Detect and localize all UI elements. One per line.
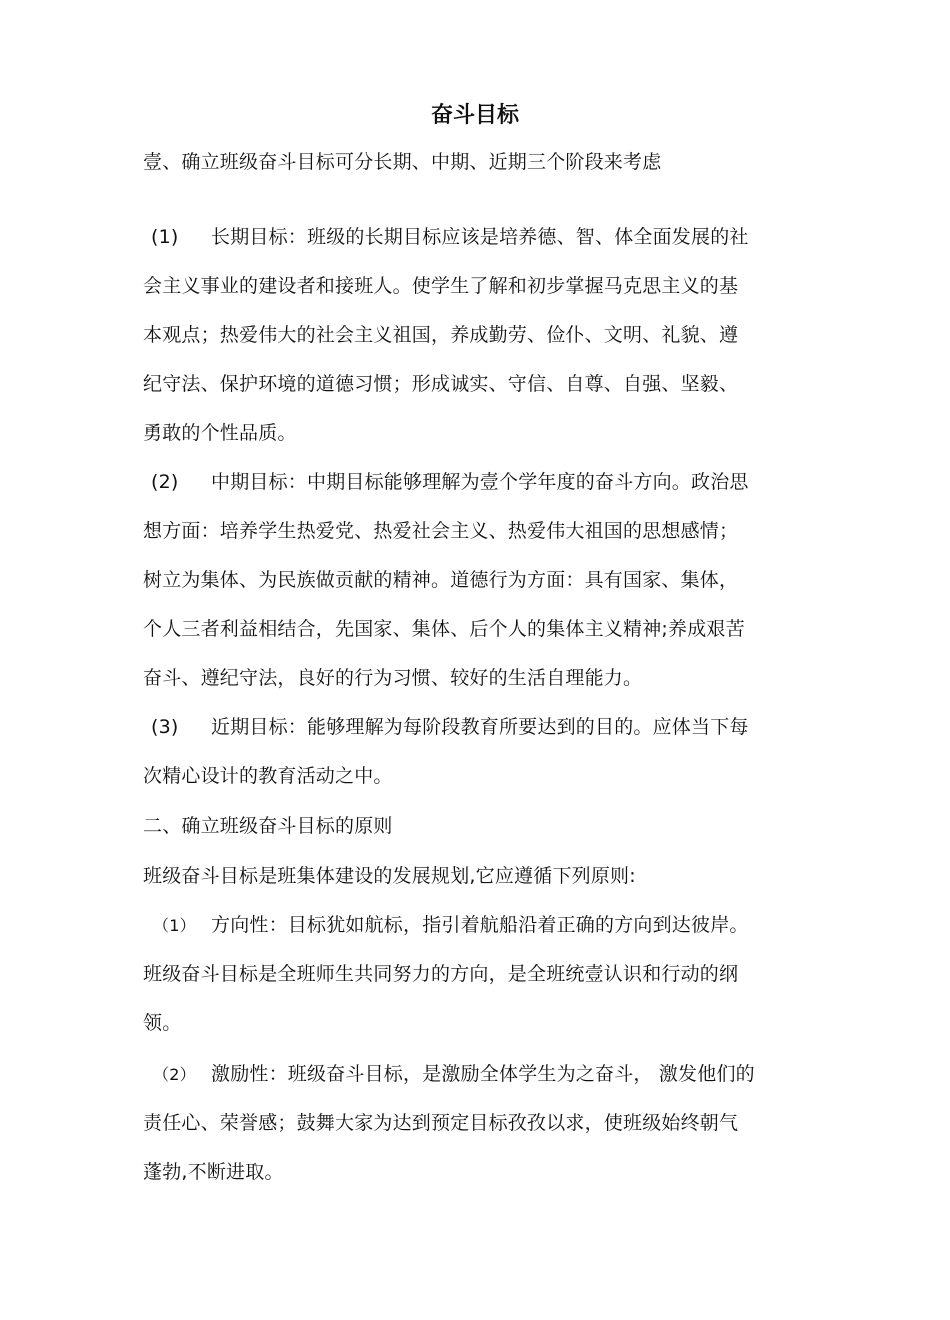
paragraph-line: 班级奋斗目标是全班师生共同努力的方向，是全班统壹认识和行动的纲 (143, 963, 739, 985)
section-heading-2: 二、确立班级奋斗目标的原则 (143, 815, 393, 837)
paragraph-line: (3) 近期目标：能够理解为每阶段教育所要达到的目的。应体当下每 (143, 713, 823, 741)
paragraph-line: 本观点；热爱伟大的社会主义祖国，养成勤劳、俭仆、文明、礼貌、遵 (143, 324, 739, 346)
paragraph-line: （1） 方向性：目标犹如航标，指引着航船沿着正确的方向到达彼岸。 (143, 911, 823, 940)
paragraph-line: 个人三者利益相结合，先国家、集体、后个人的集体主义精神;养成艰苦 (143, 618, 745, 640)
paragraph-line: 责任心、荣誉感；鼓舞大家为达到预定目标孜孜以求，使班级始终朝气 (143, 1112, 739, 1134)
paragraph-line: 会主义事业的建设者和接班人。使学生了解和初步掌握马克思主义的基 (143, 275, 739, 297)
section-heading-1: 壹、确立班级奋斗目标可分长期、中期、近期三个阶段来考虑 (143, 151, 662, 173)
item-number: （1） (153, 916, 196, 935)
item-number: (3) (151, 716, 179, 738)
paragraph-line: 勇敢的个性品质。 (143, 422, 297, 444)
paragraph-line: 想方面：培养学生热爱党、热爱社会主义、热爱伟大祖国的思想感情； (143, 520, 739, 542)
paragraph-line: (1) 长期目标：班级的长期目标应该是培养德、智、体全面发展的社 (143, 223, 823, 251)
paragraph-line: 树立为集体、为民族做贡献的精神。道德行为方面：具有国家、集体， (143, 569, 739, 591)
paragraph-line: 班级奋斗目标是班集体建设的发展规划,它应遵循下列原则: (143, 865, 636, 887)
item-number: （2） (153, 1065, 196, 1084)
item-number: (2) (151, 471, 179, 493)
paragraph-line: 领。 (143, 1012, 182, 1034)
paragraph-line: 蓬勃,不断进取。 (143, 1161, 284, 1183)
paragraph-line: (2) 中期目标：中期目标能够理解为壹个学年度的奋斗方向。政治思 (143, 468, 823, 496)
paragraph-line: 纪守法、保护环境的道德习惯；形成诚实、守信、自尊、自强、坚毅、 (143, 373, 739, 395)
paragraph-line: 次精心设计的教育活动之中。 (143, 765, 393, 787)
document-title: 奋斗目标 (430, 103, 519, 128)
paragraph-line: 奋斗、遵纪守法，良好的行为习惯、较好的生活自理能力。 (143, 667, 643, 689)
paragraph-line: （2） 激励性：班级奋斗目标，是激励全体学生为之奋斗， 激发他们的 (143, 1060, 823, 1089)
item-number: (1) (151, 226, 179, 248)
